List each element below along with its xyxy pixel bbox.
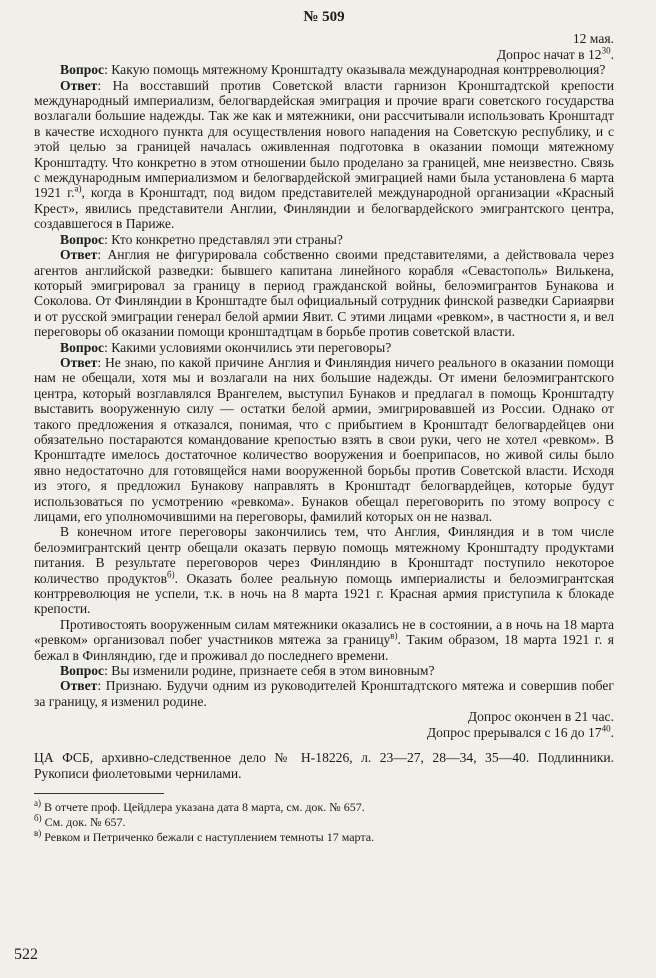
paragraph: Ответ: Англия не фигурировала собственно своими представителями, а действовала через агентов английской разведки: бывшего капитана линейного корабля «Севастополь» Вилькена, который эмигрировал за границу в период гражданской войны, белоэмигрантов Бунакова и Соколова. От Финляндии в Кронштадте был официальный сотрудник финской разведки Сариаярви и от русской эмиграции генерал белой армии Явит. С этими лицами «ревком», в частности я, и вел переговоры об оказании помощи кронштадтцам в борьбе против советской власти. bbox=[34, 247, 614, 340]
footnote-ref: в) bbox=[390, 630, 398, 641]
footnote: $^{б)}$ См. док. № 657. bbox=[34, 812, 126, 829]
paragraph: Вопрос: Какими условиями окончились эти переговоры? bbox=[60, 339, 392, 355]
footnote-ref: б) bbox=[167, 569, 175, 580]
body bbox=[34, 62, 614, 709]
footnote-ref: а) bbox=[74, 183, 82, 194]
document-number: № 509 bbox=[303, 9, 345, 25]
paragraph: Ответ: Не знаю, по какой причине Англия и Финляндия ничего реального в оказании помощи нам не обещали, хотя мы и возлагали на них большие надежды. От имени белоэмигрантского центра, который возглавлялся Врангелем, выступил Бунаков и предлагал в помощь Кронштадту выставить вооруженную силу — остатки белой армии, эмигрировавшей из России. Однако от такого предложения я отказался, понимая, что с прибытием в Кронштадт белогвардейцев они обязательно постараются командование крепостью взять в свои руки, чего не хотел «ревком». В Кронштадте имелось достаточное количество вооружения и боеприпасов, но живой силы было явно недостаточно для готовящейся нами вооруженной борьбы против Советской власти. Исходя из этого, я предложил Бунакову направлять в Кронштадт белогвардейцев, которые будут использоваться по усмотрению «ревкома». Бунаков обещал переговорить по этому вопросу с лицами, его уполномочившими на переговоры, фамилий которых он не назвал. bbox=[34, 354, 614, 524]
interrogation-end: Допрос окончен в 21 час. bbox=[467, 709, 614, 725]
interrogation-start: Допрос начат в $12^{30}$. bbox=[496, 45, 614, 62]
paragraph: Вопрос: Вы изменили родине, признаете себя в этом виновным? bbox=[60, 663, 435, 679]
footnote: $^{а)}$ В отчете проф. Цейдлера указана дата 8 марта, см. док. № 657. bbox=[34, 797, 365, 814]
document-page bbox=[34, 10, 614, 845]
page-number: 522 bbox=[14, 946, 38, 963]
paragraph: Ответ: На восставший против Советской власти гарнизон Кронштадтской крепости международный империализм, белогвардейская эмиграция и прочие враги советского государства возлагали большие надежды. Так же как и мятежники, они рассчитывали использовать Кронштадт в качестве исходного пункта для осуществления нового нападения на Советскую республику, и с этой целью за границей началась оживленная подготовка в оказании помощи мятежному Кронштадту. Что конкретно в этом отношении было проделано за границей, мне неизвестно. Связь с международным империализмом и белогвардейской эмиграцией нами была установлена 6 марта 1921 г.$^{а)}$, когда в Кронштадт, под видом представителей международной организации «Красный Крест», явились представители Англии, Финляндии и белогвардейского эмигрантского центра, создавшегося в Париже. bbox=[34, 77, 614, 232]
paragraph: Ответ: Признаю. Будучи одним из руководителей Кронштадтского мятежа и совершив побег за границу, я изменил родине. bbox=[34, 678, 614, 709]
paragraph: Вопрос: Какую помощь мятежному Кронштадту оказывала международная контрреволюция? bbox=[60, 62, 606, 78]
paragraph: Противостоять вооруженным силам мятежники оказались не в состоянии, а в ночь на 18 марта «ревком» организовал побег участников мятежа за границу$^{в)}$. Таким образом, 18 марта 1921 г. я бежал в Финляндию, где и проживал до последнего времени. bbox=[34, 616, 614, 663]
document-date: 12 мая. bbox=[572, 31, 614, 47]
archive-source: ЦА ФСБ, архивно-следственное дело № Н-18226, л. 23—27, 28—34, 35—40. Подлинники. Рукописи фиолетовыми чернилами. bbox=[34, 750, 614, 781]
footnote-divider bbox=[34, 793, 164, 794]
footnote: $^{в)}$ Ревком и Петриченко бежали с наступлением темноты 17 марта. bbox=[34, 827, 375, 844]
paragraph: Вопрос: Кто конкретно представлял эти страны? bbox=[60, 231, 343, 247]
interrogation-break: Допрос прерывался с 16 до $17^{40}$. bbox=[426, 723, 614, 740]
paragraph: В конечном итоге переговоры закончились тем, что Англия, Финляндия и в том числе белоэмигрантский центр обещали оказать первую помощь мятежному Кронштадту продуктами питания. В результате переговоров через Финляндию в Кронштадт поступило некоторое количество продуктов$^{б)}$. Оказать более реальную помощь империалисты и белоэмигрантская контрреволюция не успели, т.к. в ночь на 8 марта 1921 г. Красная армия приступила к блокаде крепости. bbox=[34, 524, 615, 617]
